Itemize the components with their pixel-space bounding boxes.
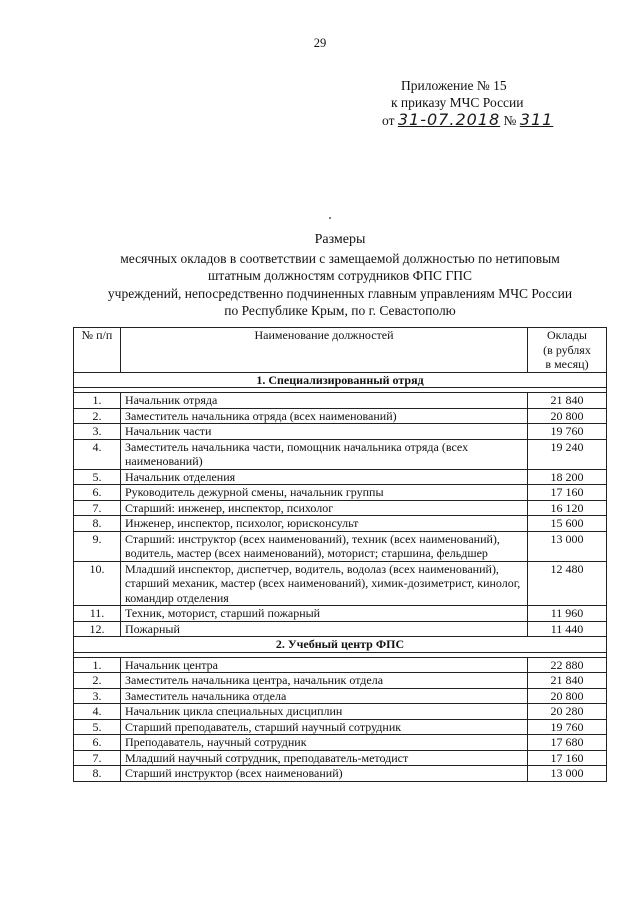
title-line: месячных окладов в соответствии с замещаемой должностью по нетиповым — [120, 250, 560, 266]
position-name: Старший: инженер, инспектор, психолог — [121, 500, 528, 516]
header-position-name: Наименование должностей — [121, 328, 528, 373]
row-number: 7. — [74, 500, 121, 516]
position-name: Преподаватель, научный сотрудник — [121, 735, 528, 751]
position-name: Руководитель дежурной смены, начальник группы — [121, 485, 528, 501]
position-name: Старший преподаватель, старший научный сотрудник — [121, 719, 528, 735]
row-number: 4. — [74, 704, 121, 720]
row-number: 11. — [74, 606, 121, 622]
table-row — [74, 766, 607, 782]
header-salary-line: в месяц) — [545, 357, 589, 371]
position-name: Старший: инструктор (всех наименований), техник (всех наименований), водитель, мастер (всех наименований), моторист; старшина, фельдшер — [121, 531, 528, 561]
salary-value: 19 240 — [528, 439, 607, 469]
row-number: 10. — [74, 561, 121, 606]
salary-value: 19 760 — [528, 424, 607, 440]
header-salary — [528, 328, 607, 373]
row-number: 12. — [74, 621, 121, 637]
row-number: 5. — [74, 469, 121, 485]
table-row — [74, 469, 607, 485]
position-name: Начальник центра — [121, 657, 528, 673]
table-row — [74, 750, 607, 766]
position-name: Старший инструктор (всех наименований) — [121, 766, 528, 782]
scan-speck — [329, 217, 331, 219]
row-number: 2. — [74, 408, 121, 424]
table-row — [74, 531, 607, 561]
salary-value: 15 600 — [528, 516, 607, 532]
appendix-title: Приложение № 15 — [401, 78, 507, 93]
position-name: Начальник отделения — [121, 469, 528, 485]
salary-value: 17 160 — [528, 485, 607, 501]
table-row — [74, 606, 607, 622]
position-name: Начальник цикла специальных дисциплин — [121, 704, 528, 720]
salary-value: 20 800 — [528, 408, 607, 424]
title-line: учреждений, непосредственно подчиненных главным управлениям МЧС России — [107, 285, 573, 301]
appendix-from-label: от — [382, 113, 395, 128]
salary-value: 13 000 — [528, 766, 607, 782]
position-name: Инженер, инспектор, психолог, юрисконсульт — [121, 516, 528, 532]
section-title: 2. Учебный центр ФПС — [74, 637, 607, 653]
table-row — [74, 561, 607, 606]
row-number: 2. — [74, 673, 121, 689]
row-number: 3. — [74, 424, 121, 440]
row-number: 7. — [74, 750, 121, 766]
salary-value: 19 760 — [528, 719, 607, 735]
position-name: Пожарный — [121, 621, 528, 637]
salary-value: 17 680 — [528, 735, 607, 751]
salary-value: 11 960 — [528, 606, 607, 622]
salary-value: 21 840 — [528, 673, 607, 689]
document-title — [60, 231, 620, 320]
position-name: Техник, моторист, старший пожарный — [121, 606, 528, 622]
header-salary-line: Оклады — [547, 328, 587, 342]
row-number: 1. — [74, 657, 121, 673]
page-number: 29 — [313, 36, 327, 50]
row-number: 8. — [74, 766, 121, 782]
position-name: Начальник отряда — [121, 393, 528, 409]
table-row — [74, 621, 607, 637]
table-row — [74, 719, 607, 735]
salary-table — [73, 327, 607, 782]
table-row — [74, 516, 607, 532]
table-row — [74, 704, 607, 720]
table-row — [74, 424, 607, 440]
table-row — [74, 439, 607, 469]
salary-value: 11 440 — [528, 621, 607, 637]
table-row — [74, 393, 607, 409]
position-name: Младший инспектор, диспетчер, водитель, водолаз (всех наименований), старший механик, мастер (всех наименований), химик-дозиметрист, кинолог, командир отделения — [121, 561, 528, 606]
salary-value: 13 000 — [528, 531, 607, 561]
row-number: 3. — [74, 688, 121, 704]
position-name: Заместитель начальника части, помощник начальника отряда (всех наименований) — [121, 439, 528, 469]
row-number: 1. — [74, 393, 121, 409]
position-name: Заместитель начальника центра, начальник отдела — [121, 673, 528, 689]
position-name: Младший научный сотрудник, преподаватель-методист — [121, 750, 528, 766]
header-number: № п/п — [74, 328, 121, 373]
salary-value: 17 160 — [528, 750, 607, 766]
table-row — [74, 485, 607, 501]
table-row — [74, 688, 607, 704]
table-row — [74, 500, 607, 516]
table-row — [74, 735, 607, 751]
position-name: Заместитель начальника отряда (всех наименований) — [121, 408, 528, 424]
salary-value: 20 280 — [528, 704, 607, 720]
row-number: 8. — [74, 516, 121, 532]
section-row — [74, 372, 607, 388]
salary-value: 21 840 — [528, 393, 607, 409]
title-line: по Республике Крым, по г. Севастополю — [224, 303, 456, 318]
position-name: Начальник части — [121, 424, 528, 440]
handwritten-date: 31-07.2018 — [397, 110, 501, 129]
position-name: Заместитель начальника отдела — [121, 688, 528, 704]
header-salary-line: (в рублях — [543, 342, 591, 357]
table-row — [74, 657, 607, 673]
salary-value: 22 880 — [528, 657, 607, 673]
table-row — [74, 673, 607, 689]
row-number: 4. — [74, 439, 121, 469]
title-line: штатным должностям сотрудников ФПС ГПС — [207, 268, 472, 283]
row-number: 5. — [74, 719, 121, 735]
table-row — [74, 408, 607, 424]
section-title: 1. Специализированный отряд — [74, 372, 607, 388]
number-sign: № — [503, 113, 517, 128]
appendix-block — [382, 77, 562, 129]
row-number: 9. — [74, 531, 121, 561]
appendix-date-line — [382, 111, 562, 129]
salary-value: 20 800 — [528, 688, 607, 704]
salary-value: 16 120 — [528, 500, 607, 516]
salary-value: 18 200 — [528, 469, 607, 485]
row-number: 6. — [74, 485, 121, 501]
handwritten-order-number: 311 — [519, 110, 554, 129]
row-number: 6. — [74, 735, 121, 751]
table-header-row — [74, 328, 607, 373]
section-row — [74, 637, 607, 653]
appendix-order-reference: к приказу МЧС России — [391, 95, 524, 110]
title-heading: Размеры — [314, 232, 366, 247]
salary-value: 12 480 — [528, 561, 607, 606]
